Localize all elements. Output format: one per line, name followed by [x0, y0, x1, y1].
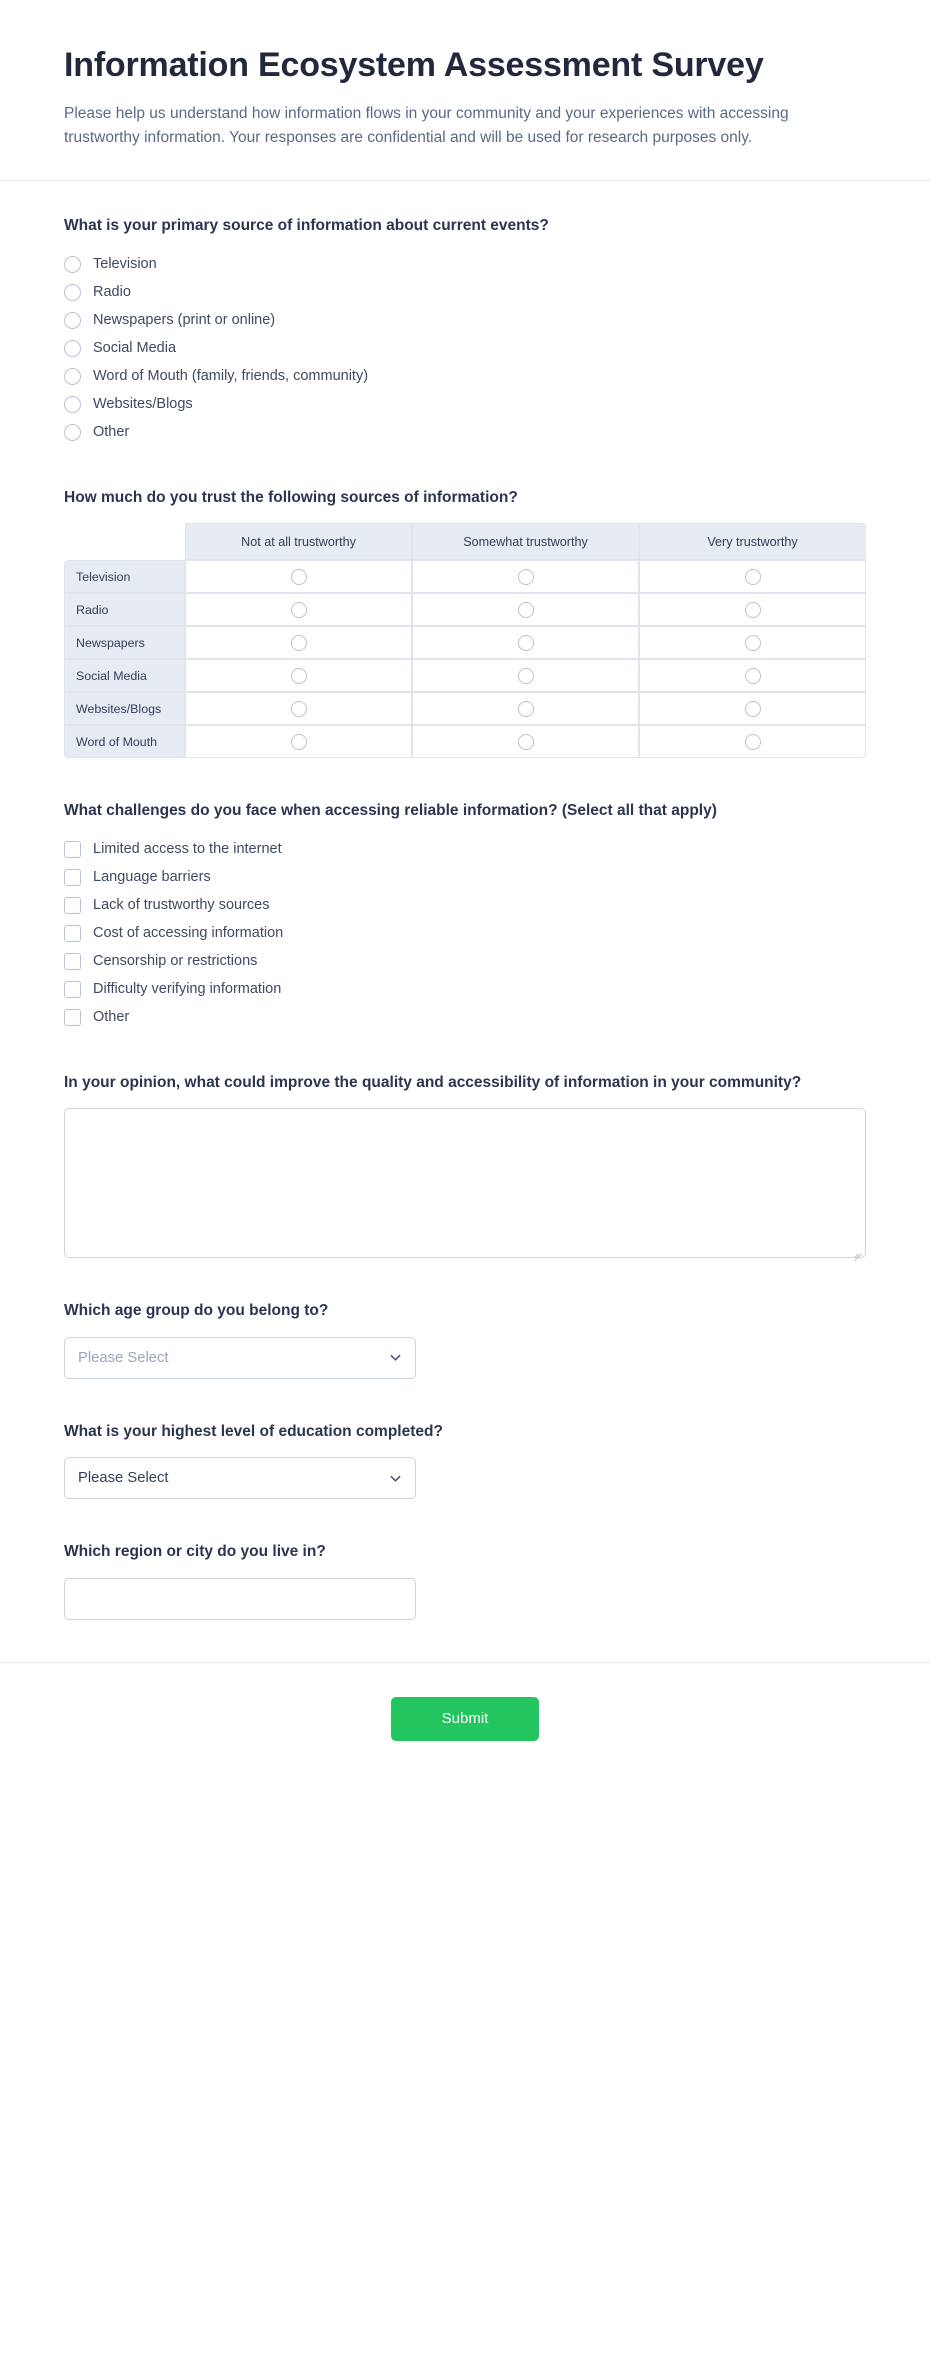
matrix-cell[interactable]	[412, 692, 639, 725]
question-education	[64, 1421, 866, 1499]
matrix-cell[interactable]	[185, 659, 412, 692]
checkbox-icon[interactable]	[64, 953, 81, 970]
option-label: Other	[93, 1008, 130, 1025]
matrix-cell[interactable]	[639, 692, 866, 725]
option-label: Television	[93, 255, 157, 272]
radio-icon[interactable]	[518, 602, 534, 618]
matrix-cell[interactable]	[639, 725, 866, 758]
radio-icon[interactable]	[291, 668, 307, 684]
checkbox-option-language-barriers[interactable]	[64, 865, 866, 890]
question-label-improvement: In your opinion, what could improve the quality and accessibility of information in your community?	[64, 1073, 802, 1091]
checkbox-option-censorship[interactable]	[64, 949, 866, 974]
select-value: Please Select	[78, 1470, 169, 1487]
radio-icon[interactable]	[291, 635, 307, 651]
radio-icon[interactable]	[518, 734, 534, 750]
option-label: Websites/Blogs	[93, 395, 193, 412]
radio-option-other[interactable]	[64, 420, 866, 445]
option-label: Newspapers (print or online)	[93, 311, 276, 328]
checkbox-icon[interactable]	[64, 869, 81, 886]
matrix-column-header-not-at-all: Not at all trustworthy	[185, 523, 412, 560]
question-label-education: What is your highest level of education completed?	[64, 1422, 443, 1440]
matrix-cell[interactable]	[185, 560, 412, 593]
region-input[interactable]	[64, 1578, 416, 1620]
form-footer	[0, 1662, 930, 1785]
matrix-row-label-newspapers: Newspapers	[64, 626, 185, 659]
checkbox-option-lack-trustworthy-sources[interactable]	[64, 893, 866, 918]
radio-icon[interactable]	[291, 701, 307, 717]
radio-icon[interactable]	[518, 635, 534, 651]
question-primary-source	[64, 215, 866, 444]
option-label: Social Media	[93, 339, 177, 356]
option-label: Limited access to the internet	[93, 840, 282, 857]
radio-icon[interactable]	[745, 602, 761, 618]
radio-icon[interactable]	[745, 734, 761, 750]
checkbox-option-cost[interactable]	[64, 921, 866, 946]
option-label: Cost of accessing information	[93, 924, 284, 941]
radio-option-radio[interactable]	[64, 280, 866, 305]
matrix-cell[interactable]	[412, 560, 639, 593]
form-header	[0, 0, 930, 181]
checkbox-option-limited-internet[interactable]	[64, 837, 866, 862]
radio-option-word-of-mouth[interactable]	[64, 364, 866, 389]
matrix-cell[interactable]	[639, 560, 866, 593]
matrix-body	[64, 560, 866, 758]
matrix-row-label-social-media: Social Media	[64, 659, 185, 692]
question-trust-matrix	[64, 487, 866, 758]
matrix-cell[interactable]	[412, 593, 639, 626]
matrix-cell[interactable]	[412, 725, 639, 758]
radio-icon[interactable]	[64, 396, 81, 413]
matrix-cell[interactable]	[639, 593, 866, 626]
form-body	[0, 181, 930, 1619]
matrix-header-row	[64, 523, 866, 560]
matrix-cell[interactable]	[412, 626, 639, 659]
question-label-region: Which region or city do you live in?	[64, 1543, 326, 1561]
radio-icon[interactable]	[518, 668, 534, 684]
radio-icon[interactable]	[291, 734, 307, 750]
matrix-row-label-word-of-mouth: Word of Mouth	[64, 725, 185, 758]
table-row	[64, 626, 866, 659]
checkbox-icon[interactable]	[64, 981, 81, 998]
matrix-cell[interactable]	[639, 659, 866, 692]
radio-icon[interactable]	[745, 701, 761, 717]
checkbox-icon[interactable]	[64, 897, 81, 914]
matrix-row-label-websites-blogs: Websites/Blogs	[64, 692, 185, 725]
radio-icon[interactable]	[745, 668, 761, 684]
table-row	[64, 593, 866, 626]
option-label: Other	[93, 423, 130, 440]
question-improvement	[64, 1072, 866, 1258]
radio-icon[interactable]	[518, 701, 534, 717]
radio-option-websites-blogs[interactable]	[64, 392, 866, 417]
question-age-group	[64, 1300, 866, 1378]
select-value: Please Select	[78, 1349, 169, 1366]
chevron-down-icon[interactable]	[389, 1472, 402, 1485]
matrix-cell[interactable]	[185, 692, 412, 725]
page-title: Information Ecosystem Assessment Survey	[64, 46, 764, 84]
radio-icon[interactable]	[64, 340, 81, 357]
radio-icon[interactable]	[291, 569, 307, 585]
question-label-challenges: What challenges do you face when accessing reliable information? (Select all that apply)	[64, 802, 717, 820]
submit-button[interactable]: Submit	[391, 1697, 539, 1741]
question-region	[64, 1541, 866, 1619]
matrix-cell[interactable]	[412, 659, 639, 692]
table-row	[64, 725, 866, 758]
matrix-column-header-somewhat: Somewhat trustworthy	[412, 523, 639, 560]
matrix-cell[interactable]	[185, 593, 412, 626]
radio-icon[interactable]	[64, 256, 81, 273]
option-label: Censorship or restrictions	[93, 952, 258, 969]
table-row	[64, 659, 866, 692]
checkbox-icon[interactable]	[64, 925, 81, 942]
radio-group-primary-source	[64, 252, 866, 445]
radio-icon[interactable]	[64, 284, 81, 301]
matrix-row-label-television: Television	[64, 560, 185, 593]
matrix-cell[interactable]	[185, 626, 412, 659]
form-description: Please help us understand how information flows in your community and your experiences with accessing trustworthy information. Your responses are confidential and will be used for research purposes only.	[64, 104, 789, 146]
education-select[interactable]	[64, 1457, 416, 1499]
option-label: Radio	[93, 283, 131, 300]
matrix-corner-cell	[64, 523, 185, 560]
question-challenges	[64, 800, 866, 1029]
matrix-table-wrapper	[64, 523, 866, 758]
option-label: Lack of trustworthy sources	[93, 896, 270, 913]
radio-icon[interactable]	[291, 602, 307, 618]
radio-icon[interactable]	[64, 368, 81, 385]
checkbox-icon[interactable]	[64, 1009, 81, 1026]
checkbox-icon[interactable]	[64, 841, 81, 858]
option-label: Difficulty verifying information	[93, 980, 282, 997]
matrix-cell[interactable]	[185, 725, 412, 758]
checkbox-option-other[interactable]	[64, 1005, 866, 1030]
matrix-cell[interactable]	[639, 626, 866, 659]
radio-option-social-media[interactable]	[64, 336, 866, 361]
chevron-down-icon[interactable]	[389, 1351, 402, 1364]
matrix-head	[64, 523, 866, 560]
matrix-column-header-very: Very trustworthy	[639, 523, 866, 560]
radio-icon[interactable]	[64, 312, 81, 329]
option-label: Word of Mouth (family, friends, community)	[93, 367, 369, 384]
checkbox-group-challenges	[64, 837, 866, 1030]
question-label-age-group: Which age group do you belong to?	[64, 1302, 329, 1320]
radio-icon[interactable]	[518, 569, 534, 585]
question-label-primary-source: What is your primary source of information about current events?	[64, 217, 549, 235]
radio-option-television[interactable]	[64, 252, 866, 277]
option-label: Language barriers	[93, 868, 211, 885]
radio-icon[interactable]	[64, 424, 81, 441]
question-label-trust-matrix: How much do you trust the following sources of information?	[64, 488, 518, 506]
matrix-row-label-radio: Radio	[64, 593, 185, 626]
age-group-select[interactable]	[64, 1337, 416, 1379]
checkbox-option-difficulty-verifying[interactable]	[64, 977, 866, 1002]
table-row	[64, 560, 866, 593]
radio-icon[interactable]	[745, 569, 761, 585]
table-row	[64, 692, 866, 725]
matrix-table	[64, 523, 866, 758]
radio-icon[interactable]	[745, 635, 761, 651]
resize-handle-icon[interactable]	[851, 1243, 862, 1254]
improvement-textarea[interactable]	[64, 1108, 866, 1258]
radio-option-newspapers[interactable]	[64, 308, 866, 333]
